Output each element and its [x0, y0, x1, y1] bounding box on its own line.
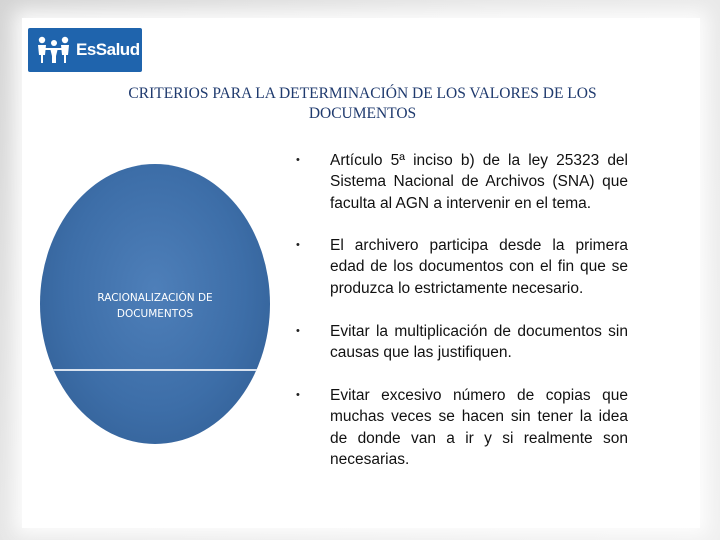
- list-item-text: Artículo 5ª inciso b) de la ley 25323 del Sistema Nacional de Archivos (SNA) que faculta al AGN a intervenir en el tema.: [330, 152, 628, 212]
- family-figures-icon: [34, 34, 74, 66]
- circle-label-line-1: RACIONALIZACIÓN DE: [97, 292, 213, 304]
- circle-divider: [40, 369, 270, 371]
- racionalizacion-circle: [40, 164, 270, 444]
- list-item-text: El archivero participa desde la primera edad de los documentos con el fin que se produzca lo estrictamente necesario.: [330, 237, 628, 297]
- bullet-dot: •: [296, 154, 300, 166]
- circle-label: [40, 290, 270, 322]
- list-item-text: Evitar la multiplicación de documentos sin causas que las justifiquen.: [330, 323, 628, 362]
- circle-label-line-2: DOCUMENTOS: [116, 308, 194, 320]
- essalud-logo: [28, 28, 142, 72]
- page-title: [90, 84, 635, 124]
- title-line-2: DOCUMENTOS: [308, 105, 417, 122]
- bullet-dot: •: [296, 239, 300, 251]
- bullet-dot: •: [296, 389, 300, 401]
- bullet-dot: •: [296, 325, 300, 337]
- logo-text: EsSalud: [76, 40, 140, 59]
- title-line-1: CRITERIOS PARA LA DETERMINACIÓN DE LOS VALORES DE LOS: [128, 85, 597, 102]
- list-item-text: Evitar excesivo número de copias que muchas veces se hacen sin tener la idea de donde van a ir y si realmente son necesarias.: [330, 387, 628, 468]
